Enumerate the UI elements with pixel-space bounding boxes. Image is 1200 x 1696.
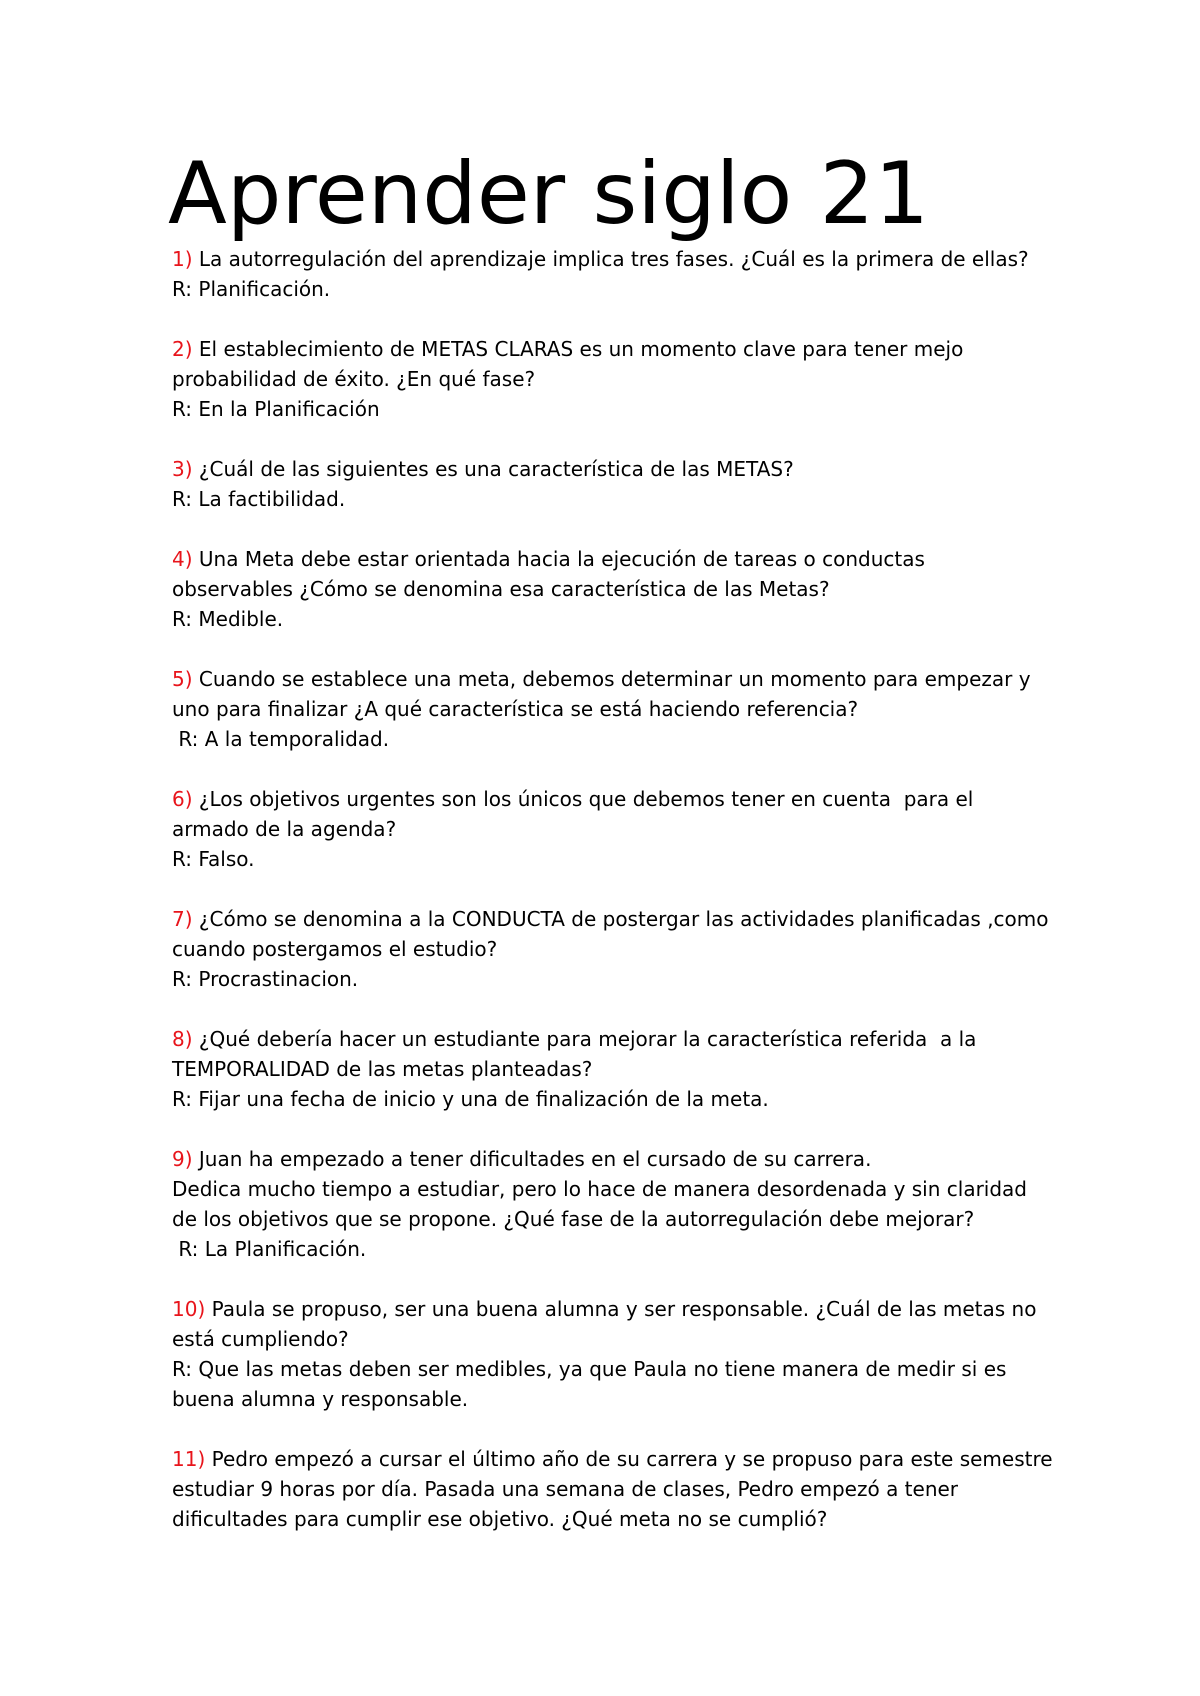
question-line: [172, 1444, 1072, 1474]
question-number: 9): [172, 1147, 193, 1171]
question-text: ¿Cómo se denomina a la CONDUCTA de postergar las actividades planificadas ,como: [198, 907, 1049, 931]
question-text: dificultades para cumplir ese objetivo. ¿Qué meta no se cumplió?: [172, 1507, 828, 1531]
question-text: uno para finalizar ¿A qué característica se está haciendo referencia?: [172, 697, 859, 721]
question-line: [172, 1504, 1072, 1534]
question-block: [172, 544, 1072, 634]
question-text: Juan ha empezado a tener dificultades en el cursado de su carrera.: [198, 1147, 872, 1171]
question-block: [172, 904, 1072, 994]
question-block: [172, 1024, 1072, 1114]
question-block: [172, 784, 1072, 874]
question-text: Pedro empezó a cursar el último año de su carrera y se propuso para este semestre: [211, 1447, 1053, 1471]
question-number: 4): [172, 547, 193, 571]
question-line: [172, 1054, 1072, 1084]
question-line: [172, 1294, 1072, 1324]
question-line: [172, 1204, 1072, 1234]
answer-text: R: Procrastinacion.: [172, 967, 359, 991]
question-block: [172, 664, 1072, 754]
question-number: 3): [172, 457, 193, 481]
answer-text: R: Planificación.: [172, 277, 331, 301]
question-line: [172, 1474, 1072, 1504]
question-text: ¿Los objetivos urgentes son los únicos que debemos tener en cuenta para el: [198, 787, 974, 811]
question-number: 11): [172, 1447, 206, 1471]
question-line: [172, 574, 1072, 604]
question-line: [172, 904, 1072, 934]
question-text: está cumpliendo?: [172, 1327, 349, 1351]
question-number: 5): [172, 667, 193, 691]
answer-text: R: Medible.: [172, 607, 284, 631]
question-line: [172, 1174, 1072, 1204]
answer-text: R: A la temporalidad.: [172, 727, 390, 751]
question-line: [172, 934, 1072, 964]
question-block: [172, 1294, 1072, 1414]
question-line: [172, 454, 1072, 484]
answer-text: R: En la Planificación: [172, 397, 380, 421]
question-text: estudiar 9 horas por día. Pasada una semana de clases, Pedro empezó a tener: [172, 1477, 959, 1501]
question-line: [172, 1024, 1072, 1054]
question-text: El establecimiento de METAS CLARAS es un momento clave para tener mejo: [198, 337, 964, 361]
question-text: ¿Qué debería hacer un estudiante para mejorar la característica referida a la: [198, 1027, 977, 1051]
document-title: Aprender siglo 21: [168, 144, 930, 244]
answer-text: R: Falso.: [172, 847, 255, 871]
question-text: observables ¿Cómo se denomina esa característica de las Metas?: [172, 577, 830, 601]
question-line: [172, 244, 1072, 274]
question-number: 6): [172, 787, 193, 811]
question-number: 1): [172, 247, 193, 271]
question-line: [172, 364, 1072, 394]
question-line: [172, 664, 1072, 694]
question-text: ¿Cuál de las siguientes es una característica de las METAS?: [198, 457, 794, 481]
question-text: Dedica mucho tiempo a estudiar, pero lo hace de manera desordenada y sin claridad: [172, 1177, 1027, 1201]
answer-text: buena alumna y responsable.: [172, 1387, 469, 1411]
answer-text: R: Que las metas deben ser medibles, ya que Paula no tiene manera de medir si es: [172, 1357, 1007, 1381]
question-line: [172, 814, 1072, 844]
document-page: [168, 142, 1072, 1564]
question-text: Una Meta debe estar orientada hacia la ejecución de tareas o conductas: [198, 547, 925, 571]
answer-text: R: La factibilidad.: [172, 487, 346, 511]
question-text: Paula se propuso, ser una buena alumna y ser responsable. ¿Cuál de las metas no: [211, 1297, 1037, 1321]
answer-text: R: La Planificación.: [172, 1237, 367, 1261]
question-text: probabilidad de éxito. ¿En qué fase?: [172, 367, 536, 391]
question-text: de los objetivos que se propone. ¿Qué fase de la autorregulación debe mejorar?: [172, 1207, 975, 1231]
question-line: [172, 544, 1072, 574]
question-line: [172, 784, 1072, 814]
question-text: cuando postergamos el estudio?: [172, 937, 498, 961]
question-block: [172, 244, 1072, 304]
question-text: TEMPORALIDAD de las metas planteadas?: [172, 1057, 593, 1081]
question-line: [172, 1144, 1072, 1174]
question-number: 8): [172, 1027, 193, 1051]
question-block: [172, 334, 1072, 424]
question-block: [172, 454, 1072, 514]
question-line: [172, 694, 1072, 724]
question-text: Cuando se establece una meta, debemos determinar un momento para empezar y: [198, 667, 1031, 691]
question-line: [172, 1324, 1072, 1354]
answer-text: R: Fijar una fecha de inicio y una de finalización de la meta.: [172, 1087, 769, 1111]
question-number: 2): [172, 337, 193, 361]
question-list: [172, 244, 1072, 1534]
question-number: 10): [172, 1297, 206, 1321]
question-text: armado de la agenda?: [172, 817, 397, 841]
question-number: 7): [172, 907, 193, 931]
question-text: La autorregulación del aprendizaje implica tres fases. ¿Cuál es la primera de ellas?: [198, 247, 1029, 271]
question-block: [172, 1144, 1072, 1264]
question-block: [172, 1444, 1072, 1534]
question-line: [172, 334, 1072, 364]
